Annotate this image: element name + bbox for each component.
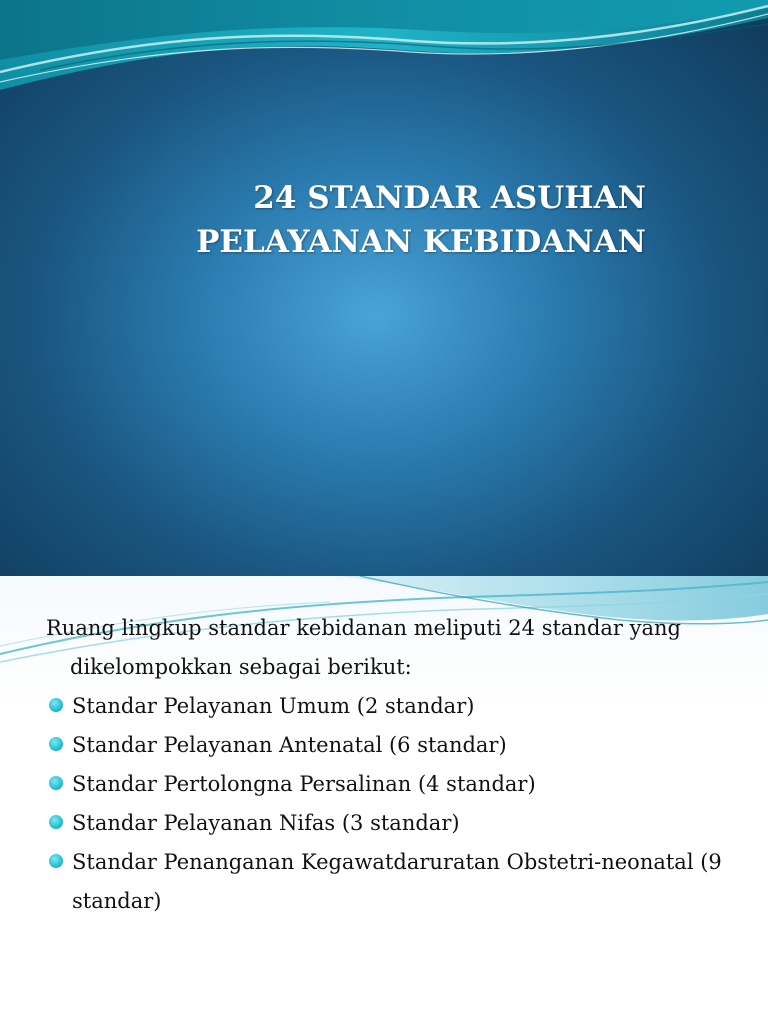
list-item-text: Standar Penanganan Kegawatdaruratan Obstetri-neonatal (9 standar): [72, 850, 722, 913]
slide-title: [160, 176, 646, 264]
list-item: [46, 765, 746, 804]
slide-body: [46, 609, 746, 921]
list-item-text: Standar Pertolongna Persalinan (4 standar): [72, 772, 536, 796]
content-slide: [0, 576, 768, 1024]
bullet-icon: [49, 854, 63, 868]
intro-text: Ruang lingkup standar kebidanan meliputi 24 standar yang dikelompokkan sebagai berikut:: [46, 616, 681, 679]
title-line-2: PELAYANAN KEBIDANAN: [196, 224, 646, 260]
list-item-text: Standar Pelayanan Antenatal (6 standar): [72, 733, 507, 757]
title-line-1: 24 STANDAR ASUHAN: [253, 180, 646, 216]
bullet-list: [46, 687, 746, 921]
list-item-text: Standar Pelayanan Nifas (3 standar): [72, 811, 460, 835]
list-item: [46, 687, 746, 726]
list-item: [46, 843, 746, 921]
bullet-icon: [49, 776, 63, 790]
list-item: [46, 804, 746, 843]
bullet-icon: [49, 737, 63, 751]
list-item-text: Standar Pelayanan Umum (2 standar): [72, 694, 475, 718]
bullet-icon: [49, 698, 63, 712]
bullet-icon: [49, 815, 63, 829]
list-item: [46, 726, 746, 765]
wave-decoration-top: [0, 0, 768, 110]
